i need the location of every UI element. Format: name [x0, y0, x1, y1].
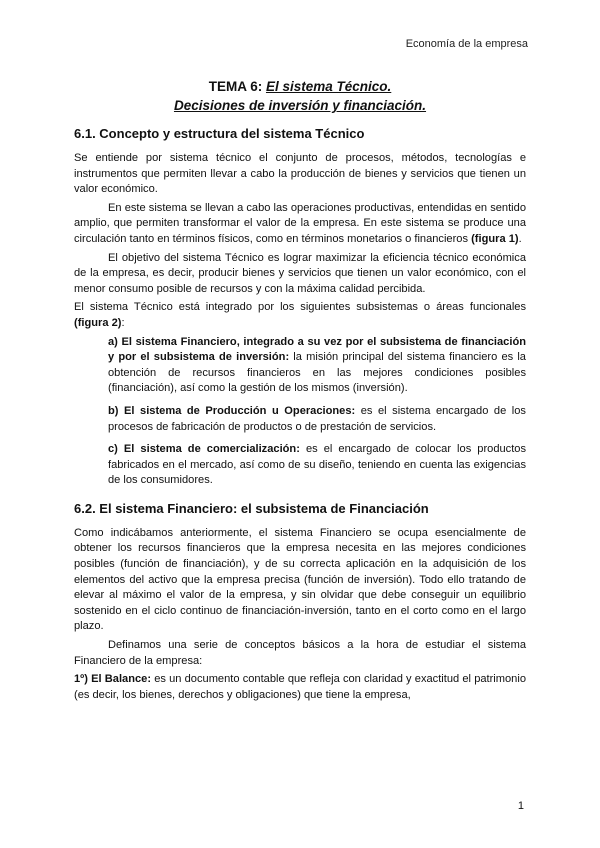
paragraph	[74, 672, 526, 703]
list-item-text: es el sistema encargado de los procesos de fabricación de productos o de prestación de servicios.	[108, 404, 526, 433]
list-item-text: es el encargado de colocar los productos fabricados en el mercado, así como de su diseño, teniendo en cuenta las exigencias de los consumidores.	[108, 443, 527, 487]
paragraph: El objetivo del sistema Técnico es lograr maximizar la eficiencia técnico económica de la empresa, es decir, producir bienes y servicios que tienen un valor económico, con el menor consumo posible de recursos y con la máxima calidad percibida.	[74, 251, 526, 295]
paragraph	[74, 300, 526, 331]
section-heading-6-2: 6.2. El sistema Financiero: el subsistema de Financiación	[74, 500, 429, 516]
list-item	[108, 404, 526, 435]
paragraph: Se entiende por sistema técnico el conjunto de procesos, métodos, tecnologías e instrumentos que permiten llevar a cabo la producción de bienes y servicios que tienen un valor económico.	[74, 152, 526, 196]
page-number: 1	[517, 800, 524, 812]
list-item-lead: c) El sistema de comercialización:	[108, 443, 300, 456]
document-body	[74, 126, 526, 706]
title-line-2: Decisiones de inversión y financiación.	[173, 98, 427, 113]
list-item	[108, 442, 526, 489]
title-prefix: TEMA 6:	[208, 79, 263, 94]
figure-reference: (figura 2)	[74, 316, 122, 329]
term-lead: 1º) El Balance:	[74, 673, 152, 686]
paragraph	[74, 201, 526, 248]
section-heading-6-1: 6.1. Concepto y estructura del sistema Técnico	[74, 126, 365, 141]
document-title	[0, 77, 600, 115]
paragraph: Definamos una serie de conceptos básicos a la hora de estudiar el sistema Financiero de la empresa:	[74, 639, 526, 667]
list-item	[108, 335, 526, 397]
paragraph-punct: .	[518, 232, 522, 245]
paragraph-text: En este sistema se llevan a cabo las operaciones productivas, entendidas en sentido amplio, que permiten transformar el valor de la empresa. En este sistema se produce una circulación tanto en términos físicos, como en términos monetarios o financieros	[74, 201, 526, 245]
list-item-lead: a) El sistema Financiero, integrado a su vez por el subsistema de financiación y por el subsistema de inversión:	[108, 335, 526, 364]
paragraph-text: es un documento contable que refleja con claridad y exactitud el patrimonio (es decir, los bienes, derechos y obligaciones) que tiene la empresa,	[74, 673, 526, 701]
paragraph: Como indicábamos anteriormente, el sistema Financiero se ocupa esencialmente de obtener los recursos financieros que la empresa necesita en las mejores condiciones posibles (función de financiación), y de su correcta aplicación en la adquisición de los elementos del activo que la empresa precisa (función de inversión). Todo ello tratando de elevar al máximo el valor de la empresa, y sin olvidar que debe conseguir un equilibrio sostenido en el ciclo continuo de financiación-inversión, tanto en el corto como en el largo plazo.	[74, 526, 526, 633]
paragraph-text: El sistema Técnico está integrado por los siguientes subsistemas o áreas funcionales	[74, 301, 526, 314]
paragraph-punct: :	[121, 316, 125, 329]
list-item-text: la misión principal del sistema financiero es la obtención de recursos financieros en las mejores condiciones posibles (financiación), así como la gestión de los mismos (inversión).	[108, 351, 526, 395]
title-line-1	[0, 77, 600, 96]
title-main: El sistema Técnico.	[265, 79, 392, 94]
figure-reference: (figura 1)	[471, 232, 519, 245]
running-header: Economía de la empresa	[405, 38, 528, 50]
list-item-lead: b) El sistema de Producción u Operaciones:	[108, 404, 356, 417]
